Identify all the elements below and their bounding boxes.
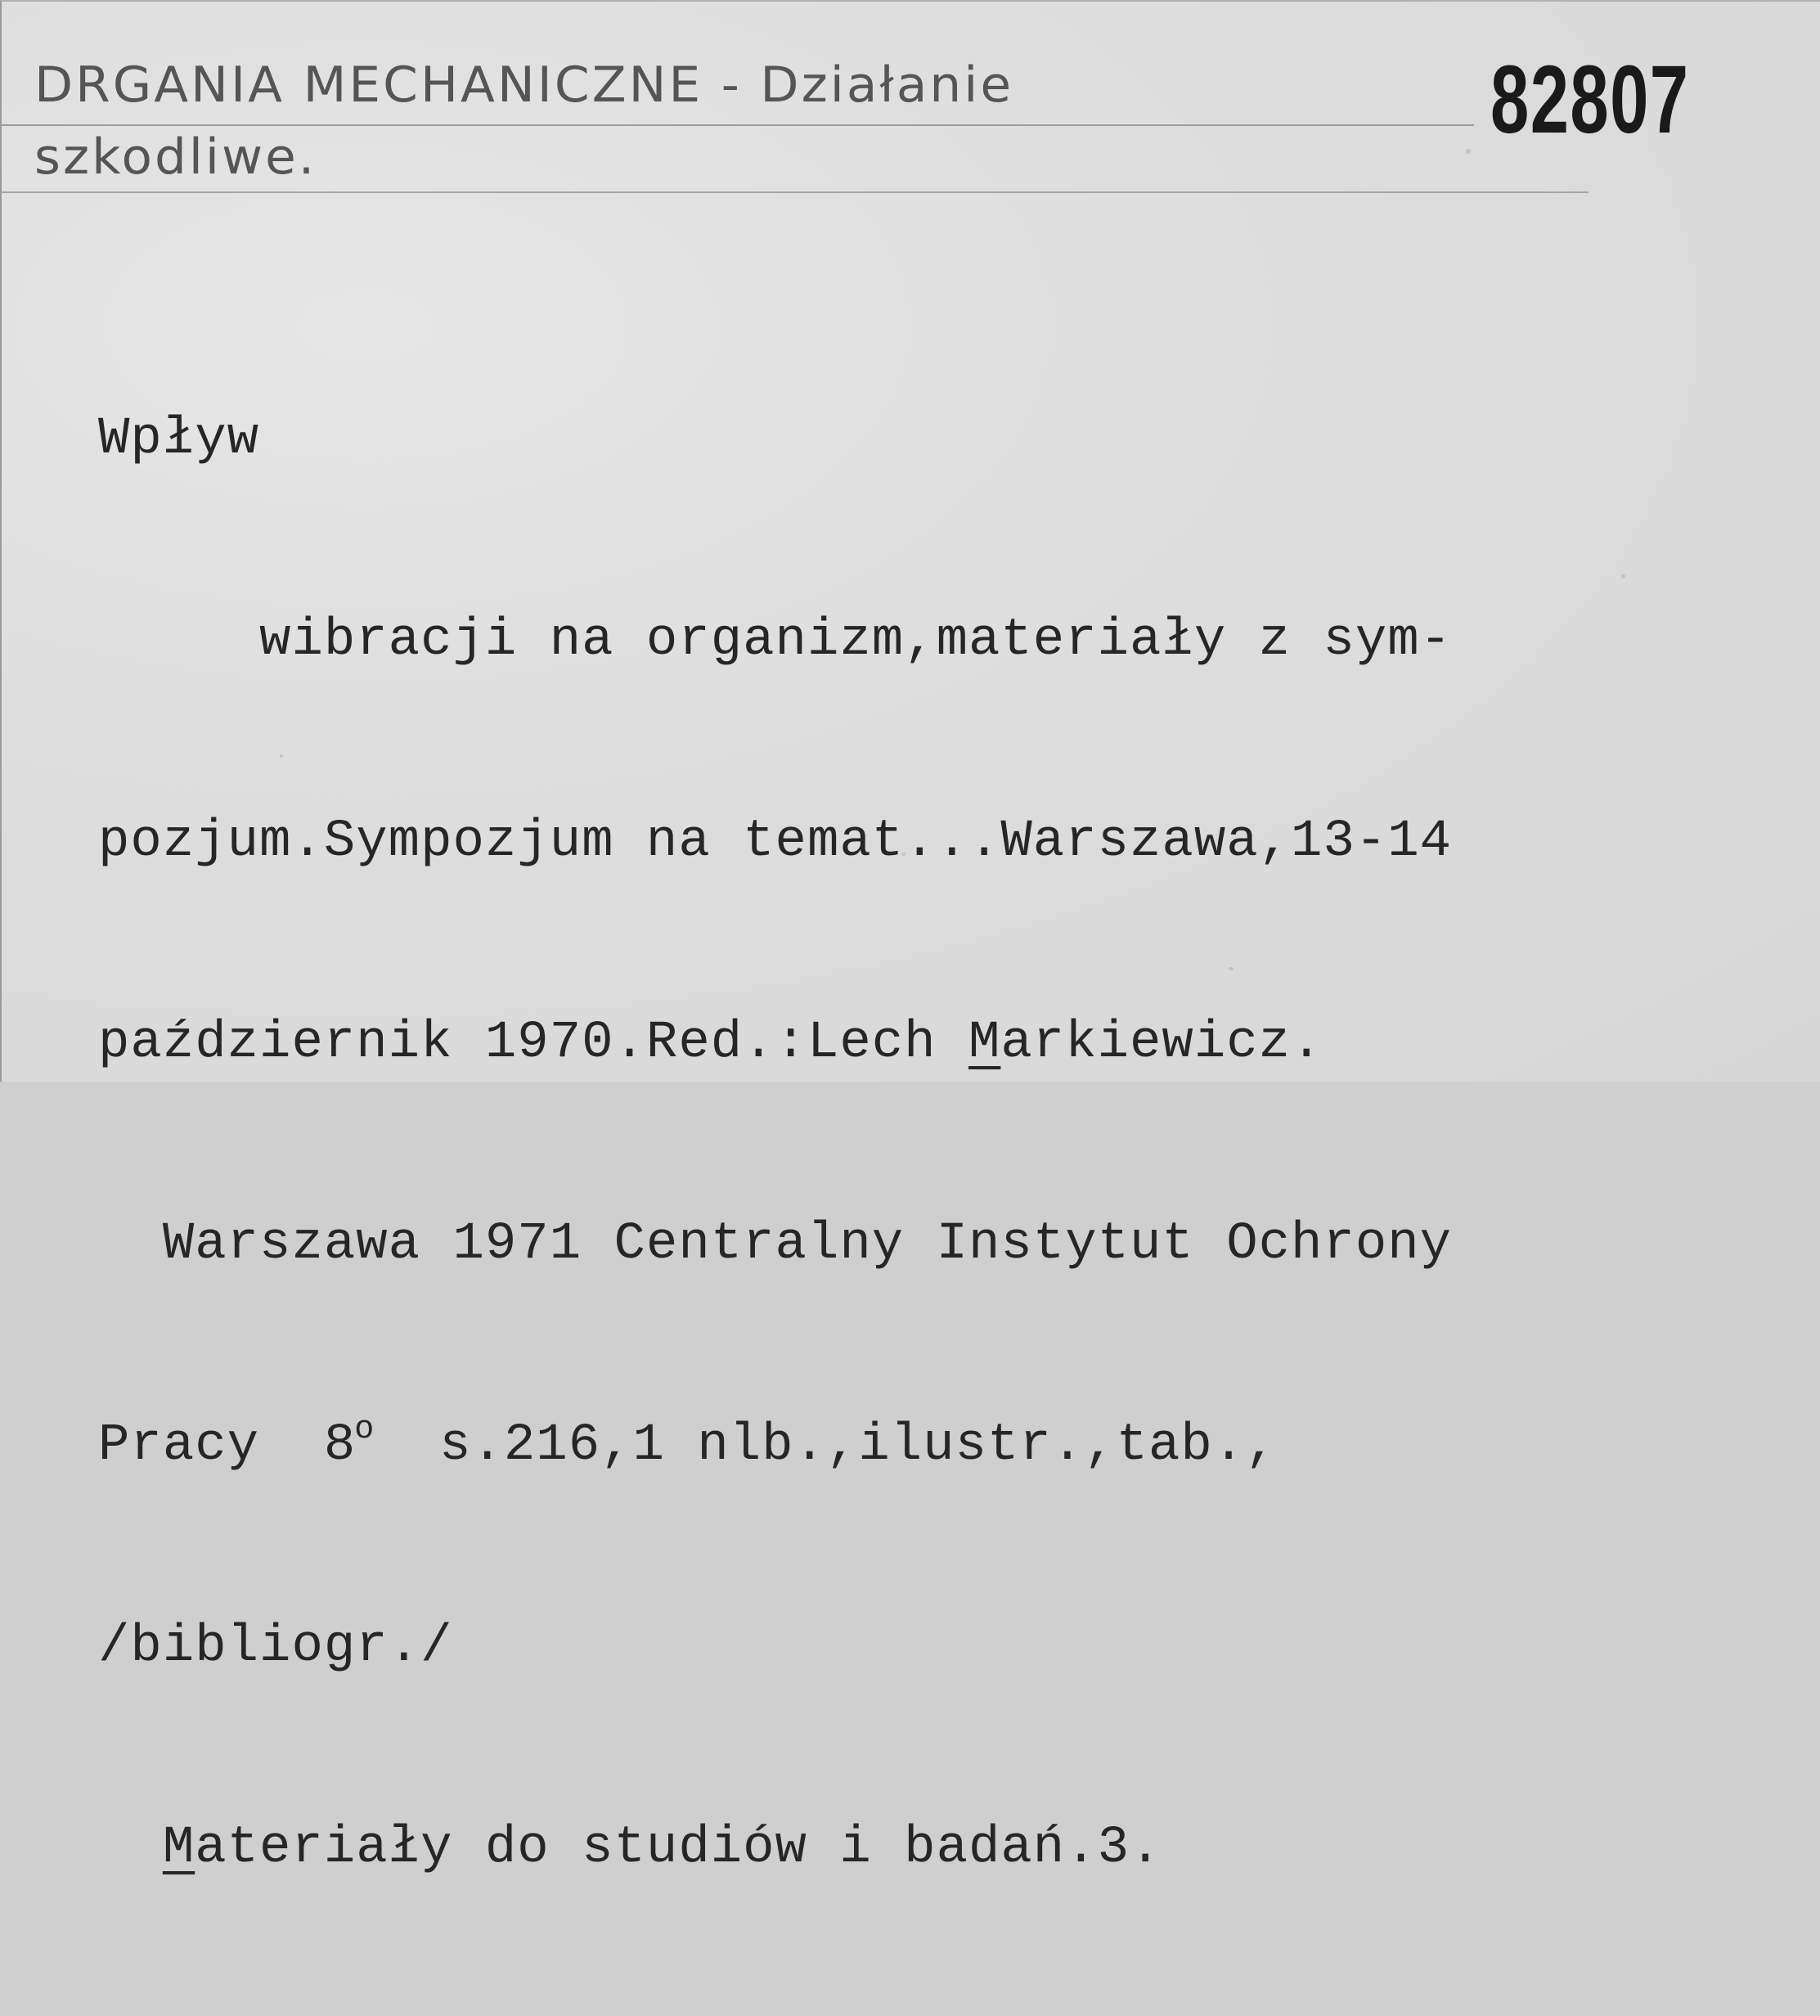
- bibliographic-entry: [98, 272, 1452, 2016]
- editor-surname-rest: arkiewicz.: [1000, 1014, 1323, 1073]
- subject-heading-line-1: DRGANIA MECHANICZNE - Działanie: [34, 56, 1014, 114]
- entry-line-6-text: Pracy 8: [98, 1416, 357, 1475]
- entry-line-title: Wpływ: [98, 410, 260, 469]
- series-rest: ateriały do studiów i badań.3.: [195, 1819, 1162, 1878]
- entry-line-4-text: październik 1970.Red.:Lech: [98, 1014, 968, 1073]
- entry-line-series: [98, 1815, 1452, 1882]
- subject-heading: [34, 49, 1013, 193]
- entry-line-2: wibracji na organizm,materiały z sym-: [98, 611, 1453, 670]
- call-number: 82807: [1490, 46, 1690, 154]
- editor-surname-initial: M: [968, 1014, 1001, 1073]
- format-rest: s.216,1 nlb.,ilustr.,tab.,: [375, 1416, 1278, 1475]
- heading-rule-top: [2, 124, 1474, 126]
- subject-heading-line-2: szkodliwe.: [34, 128, 317, 186]
- entry-line-imprint: Warszawa 1971 Centralny Instytut Ochrony: [98, 1215, 1453, 1274]
- entry-line-bibliography: /bibliogr./: [98, 1618, 453, 1676]
- format-superscript: o: [354, 1411, 375, 1448]
- entry-line-8-indent: [98, 1819, 163, 1878]
- entry-line-3: pozjum.Sympozjum na temat...Warszawa,13-14: [98, 812, 1453, 871]
- heading-rule-bottom: [2, 191, 1589, 193]
- entry-line-format: [98, 1412, 1452, 1479]
- entry-line-4: [98, 1010, 1452, 1077]
- series-initial: M: [162, 1819, 195, 1878]
